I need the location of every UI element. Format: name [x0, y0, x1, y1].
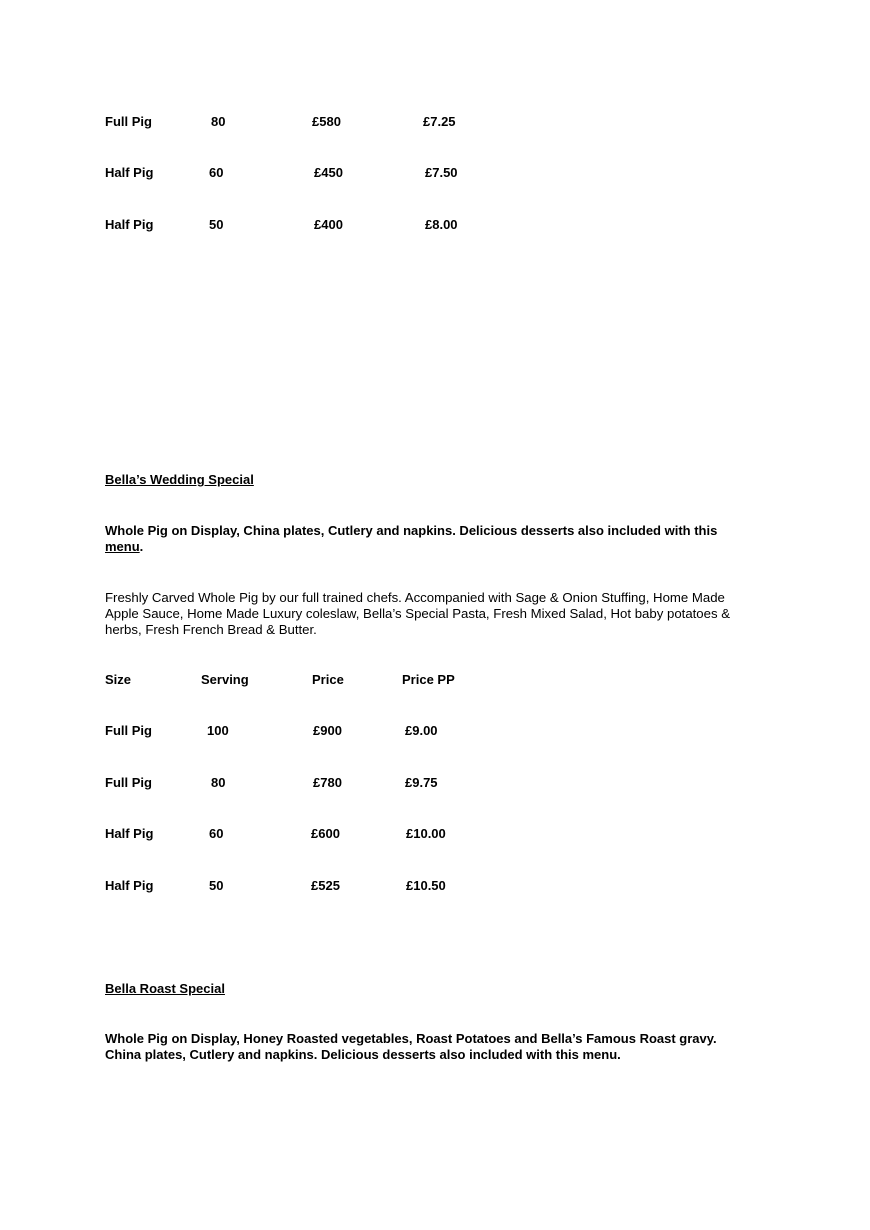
price-pp-cell: £9.75	[405, 775, 438, 790]
size-cell: Half Pig	[105, 217, 154, 232]
price-cell: £400	[314, 217, 343, 232]
wedding-highlight-menu: menu	[105, 539, 140, 554]
size-cell: Half Pig	[105, 878, 154, 893]
price-cell: £780	[313, 775, 342, 790]
serving-cell: 80	[211, 114, 226, 129]
roast-description: Whole Pig on Display, Honey Roasted vegetables, Roast Potatoes and Bella’s Famous Roast gravy. China plates, Cutlery and napkins. Delicious desserts also included with this menu.	[105, 1031, 717, 1062]
size-cell: Full Pig	[105, 114, 152, 129]
size-cell: Full Pig	[105, 723, 152, 738]
price-pp-cell: £8.00	[425, 217, 458, 232]
size-cell: Half Pig	[105, 165, 154, 180]
serving-cell: 50	[209, 878, 224, 893]
wedding-highlight	[105, 523, 745, 555]
price-cell: £580	[312, 114, 341, 129]
serving-cell: 50	[209, 217, 224, 232]
price-pp-cell: £9.00	[405, 723, 438, 738]
price-pp-cell: £10.00	[406, 826, 446, 841]
header-serving: Serving	[201, 672, 249, 687]
roast-section-title: Bella Roast Special	[105, 981, 225, 996]
serving-cell: 60	[209, 826, 224, 841]
serving-cell: 60	[209, 165, 224, 180]
price-pp-cell: £7.25	[423, 114, 456, 129]
serving-cell: 100	[207, 723, 229, 738]
wedding-highlight-text: Whole Pig on Display, China plates, Cutlery and napkins. Delicious desserts also included with this	[105, 523, 718, 538]
price-cell: £600	[311, 826, 340, 841]
header-price-pp: Price PP	[402, 672, 455, 687]
wedding-description: Freshly Carved Whole Pig by our full trained chefs. Accompanied with Sage & Onion Stuffing, Home Made Apple Sauce, Home Made Luxury coleslaw, Bella’s Special Pasta, Fresh Mixed Salad, Hot baby potatoes & herbs, Fresh French Bread & Butter.	[105, 590, 731, 637]
price-pp-cell: £7.50	[425, 165, 458, 180]
size-cell: Half Pig	[105, 826, 154, 841]
price-cell: £450	[314, 165, 343, 180]
price-cell: £900	[313, 723, 342, 738]
wedding-section-title: Bella’s Wedding Special	[105, 472, 254, 487]
wedding-highlight-end: .	[139, 539, 144, 554]
header-price: Price	[312, 672, 344, 687]
price-pp-cell: £10.50	[406, 878, 446, 893]
serving-cell: 80	[211, 775, 226, 790]
header-size: Size	[105, 672, 132, 687]
size-cell: Full Pig	[105, 775, 152, 790]
price-cell: £525	[311, 878, 340, 893]
